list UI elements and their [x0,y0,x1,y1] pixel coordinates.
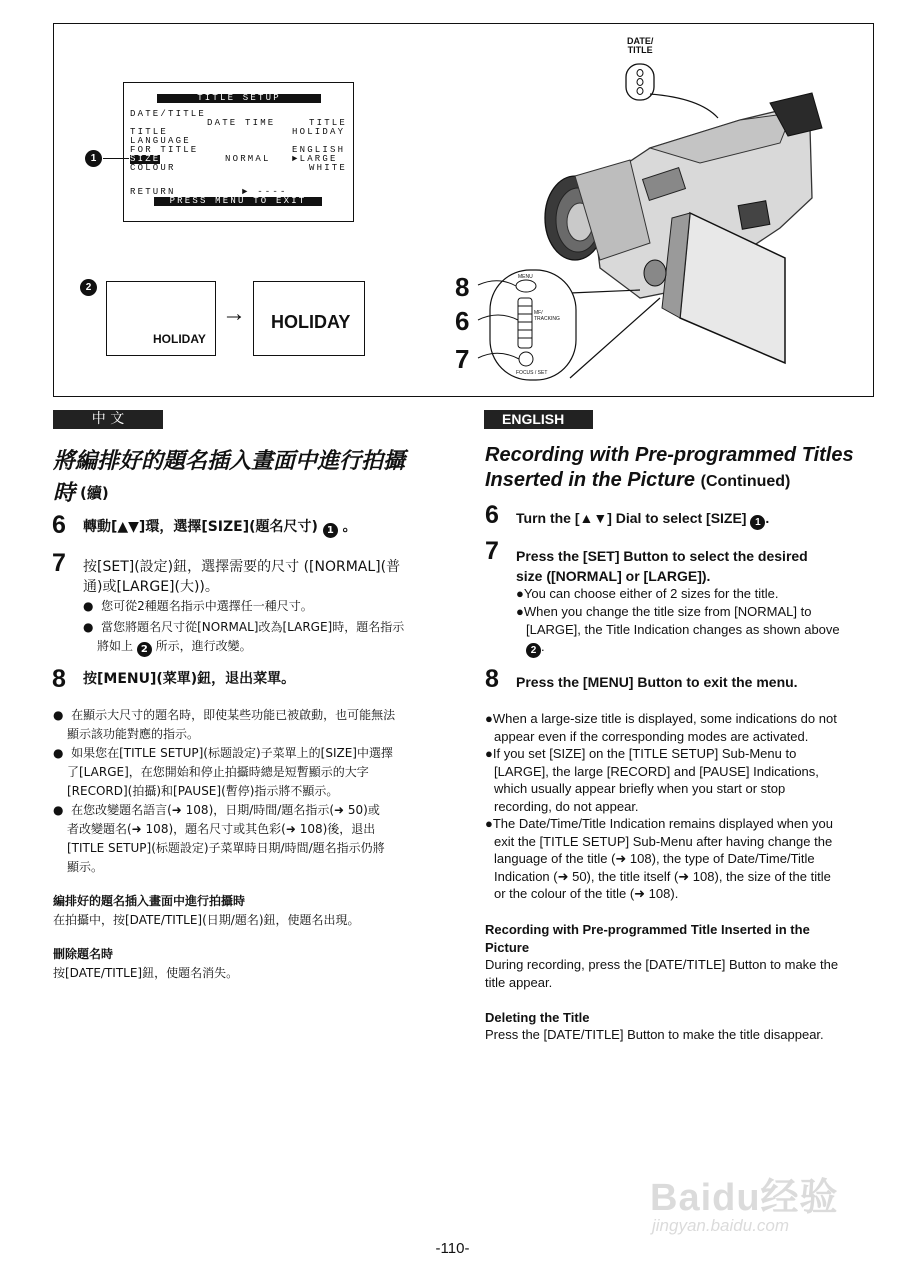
note-line: appear even if the corresponding modes are activated. [494,728,809,744]
english-step-8-number: 8 [485,665,499,693]
chinese-step-6-label: 轉動[▲▼]環，選擇[SIZE](題名尺寸) [83,519,318,535]
menu-row-label-selected: SIZE [130,154,161,164]
chinese-subheading-2: 刪除題名時 [53,947,114,961]
callout-7: 7 [455,344,470,374]
english-subtext-1 [485,956,838,991]
english-heading-line1: Recording with Pre-programmed Titles [485,444,854,466]
callout-2: 2 [80,279,97,296]
english-step-7-bullet-2: ●When you change the title size from [NORMAL] to [LARGE], the Title Indication changes as shown above 2 . [516,604,840,656]
mf-tracking-label: MF/ TRACKING [534,310,560,322]
menu-row-value: NORMAL [225,154,271,164]
english-subheading-1 [485,921,810,956]
english-step-6-number: 6 [485,501,499,529]
menu-title: TITLE SETUP [157,94,321,103]
english-note-3: ●The Date/Time/Title Indication remains displayed when you exit the [TITLE SETUP] Sub-Menu after having change the language of the title (➜ 108), the type of Date/Time/Title Indication (➜ 50), the title itself (➜ 108), the size of the title or the colour of the title (➜ 108). [485,815,880,903]
chinese-note-1: ● 在顯示大尺寸的題名時，即使某些功能已被啟動，也可能無法 顯示該功能對應的指示。 [53,706,453,744]
bullet-text: [LARGE], the Title Indication changes as shown above [526,621,840,637]
note-line: When a large-size title is displayed, some indications do not [492,711,837,726]
baidu-watermark [648,1158,853,1248]
page-number: -110- [435,1240,470,1257]
note-line: or the colour of the title (➜ 108). [494,886,679,901]
small-title-preview [106,281,216,356]
chinese-subheading-1: 編排好的題名插入畫面中進行拍攝時 [53,894,246,908]
english-subheading-2: Deleting the Title [485,1010,590,1025]
note-line: which usually appear briefly when you start or stop [494,781,786,796]
english-notes [485,710,880,903]
menu-row-value: TITLE [309,118,348,128]
menu-dial-label: MENU [518,274,533,280]
english-note-1: ●When a large-size title is displayed, some indications do not appear even if the corresponding modes are activated. [485,710,880,745]
english-section-tag: ENGLISH [484,410,593,429]
large-title-text: HOLIDAY [271,312,351,332]
chinese-heading-line2: 時 [53,481,76,506]
chinese-step-7-line2: 通)或[LARGE](大))。 [83,579,219,595]
small-title-text: HOLIDAY [153,332,206,346]
english-step-7-line1: Press the [SET] Button to select the desired [516,548,808,564]
menu-footer: PRESS MENU TO EXIT [154,197,322,206]
english-step-7-number: 7 [485,537,499,565]
callout-2-inline: 2 [526,643,541,658]
chinese-step-7-number: 7 [52,549,66,577]
chinese-step-8-number: 8 [52,665,66,693]
note-line: 了[LARGE]，在您開始和停止拍攝時總是短暫顯示的大字 [67,765,369,779]
menu-row-value: HOLIDAY [292,127,346,137]
note-line: recording, do not appear. [494,798,639,814]
chinese-note-2: ● 如果您在[TITLE SETUP](标题設定)子菜單上的[SIZE]中選擇 了[LARGE]，在您開始和停止拍攝時總是短暫顯示的大字 [RECORD](拍攝)和[PAUSE](暫停)指示將不顯示。 [53,744,453,801]
note-line: language of the title (➜ 108), the type of Date/Time/Title [494,851,815,866]
english-step-6-text: Turn the [▲▼] Dial to select [SIZE] 1 . [516,510,770,528]
english-heading-text: Inserted in the Picture [485,469,696,491]
english-subtext-2: Press the [DATE/TITLE] Button to make the title disappear. [485,1027,824,1042]
english-note-2: ●If you set [SIZE] on the [TITLE SETUP] Sub-Menu to [LARGE], the large [RECORD] and [PAUSE] Indications, which usually appear briefly when you start or stop recording, do not appear. [485,745,880,815]
chinese-section-tag: 中 文 [53,410,163,429]
focus-set-label: FOCUS / SET [516,370,548,376]
note-line: [TITLE SETUP](标题設定)子菜單時日期/時間/題名指示仍將 [67,841,385,855]
menu-row-value: ►LARGE [292,154,338,164]
callout-6: 6 [455,306,470,336]
subheading-line: Recording with Pre-programmed Title Inserted in the [485,922,810,937]
english-heading-suffix: (Continued) [700,473,791,490]
watermark-brand: Baidu经验 [650,1177,839,1219]
chinese-heading-suffix: (續) [80,484,109,502]
note-line: 者改變題名(➜ 108)，題名尺寸或其色彩(➜ 108)後，退出 [67,822,376,836]
note-line: 顯示該功能對應的指示。 [67,727,200,741]
note-line: 在顯示大尺寸的題名時，即使某些功能已被啟動，也可能無法 [71,708,396,722]
english-step-7-line2: size ([NORMAL] or [LARGE]). [516,568,711,584]
chinese-heading-line1: 將編排好的題名插入畫面中進行拍攝 [53,449,406,474]
title-setup-menu-screen [123,82,354,222]
chinese-step-7-line1: 按[SET](設定)鈕，選擇需要的尺寸 ([NORMAL](普 [83,559,401,575]
menu-return-label: RETURN [130,187,176,197]
note-line: [LARGE], the large [RECORD] and [PAUSE] Indications, [494,763,819,779]
note-line: 如果您在[TITLE SETUP](标题設定)子菜單上的[SIZE]中選擇 [71,746,393,760]
chinese-step-8-text: 按[MENU](菜單)鈕，退出菜單。 [83,671,296,687]
callout-1-leader [103,158,129,159]
callout-1-inline: 1 [750,515,765,530]
chinese-step-6-text: 轉動[▲▼]環，選擇[SIZE](題名尺寸) 1 。 [83,519,357,536]
chinese-subtext-1: 在拍攝中，按[DATE/TITLE](日期/題名)鈕，使題名出現。 [53,913,360,927]
note-line: exit the [TITLE SETUP] Sub-Menu after having change the [494,833,833,849]
english-step-7-bullet-1: ●You can choose either of 2 sizes for the title. [516,586,779,601]
subheading-line: Picture [485,939,530,955]
large-title-preview [253,281,365,356]
subtext-line: title appear. [485,974,553,990]
chinese-step-7-bullet-2: ● 當您將題名尺寸從[NORMAL]改為[LARGE]時，題名指示 將如上 2 所示，進行改變。 [83,620,405,655]
menu-return-value: ► ---- [242,187,288,197]
chinese-note-3: ● 在您改變題名語言(➜ 108)，日期/時間/題名指示(➜ 50)或 者改變題名(➜ 108)，題名尺寸或其色彩(➜ 108)後，退出 [TITLE SETUP](标题設定)子菜單時日期/時間/題名指示仍將 顯示。 [53,801,453,877]
english-step-7-text [516,546,808,586]
callout-1: 1 [85,150,102,167]
chinese-subtext-2: 按[DATE/TITLE]鈕，使題名消失。 [53,966,239,980]
callout-1-inline: 1 [323,523,338,538]
menu-row-value: WHITE [309,163,348,173]
note-line: 顯示。 [67,860,104,874]
note-line: If you set [SIZE] on the [TITLE SETUP] Sub-Menu to [492,746,797,761]
english-heading-line2 [485,469,790,492]
callout-2-inline: 2 [137,642,152,657]
bullet-text: You can choose either of 2 sizes for the title. [523,586,779,601]
bullet-text: 您可從2種題名指示中選擇任一種尺寸。 [101,599,313,613]
date-title-button-label: DATE/ TITLE [627,36,654,55]
camcorder-illustration [440,28,870,388]
chinese-notes [53,706,453,877]
menu-row-value: ENGLISH [292,145,346,155]
chinese-step-7-bullet-1: ● 您可從2種題名指示中選擇任一種尺寸。 [83,599,313,613]
callout-8: 8 [455,272,470,302]
menu-row-label: TITLE [130,127,169,137]
menu-row-label: COLOUR [130,163,176,173]
subtext-line: During recording, press the [DATE/TITLE] Button to make the [485,957,839,972]
menu-row-label: DATE/TITLE [130,109,207,119]
english-step-6-label: Turn the [▲▼] Dial to select [SIZE] [516,510,747,526]
english-step-8-text: Press the [MENU] Button to exit the menu. [516,674,798,690]
note-line: The Date/Time/Title Indication remains displayed when you [492,816,833,831]
watermark-url: jingyan.baidu.com [652,1216,790,1235]
bullet-text: When you change the title size from [NORMAL] to [523,604,812,619]
menu-row-value: DATE TIME [207,118,276,128]
arrow-right-icon: → [222,300,246,327]
bullet-text: 將如上 [97,639,134,653]
bullet-text: 所示，進行改變。 [155,639,252,653]
note-line: [RECORD](拍攝)和[PAUSE](暫停)指示將不顯示。 [67,784,339,798]
menu-row-label: FOR TITLE [130,145,199,155]
chinese-step-7-text [83,557,400,597]
chinese-step-6-number: 6 [52,511,66,539]
note-line: 在您改變題名語言(➜ 108)，日期/時間/題名指示(➜ 50)或 [71,803,380,817]
bullet-text: 當您將題名尺寸從[NORMAL]改為[LARGE]時，題名指示 [101,620,405,634]
note-line: Indication (➜ 50), the title itself (➜ 108), the size of the title [494,868,831,884]
menu-row-label: LANGUAGE [130,136,191,146]
